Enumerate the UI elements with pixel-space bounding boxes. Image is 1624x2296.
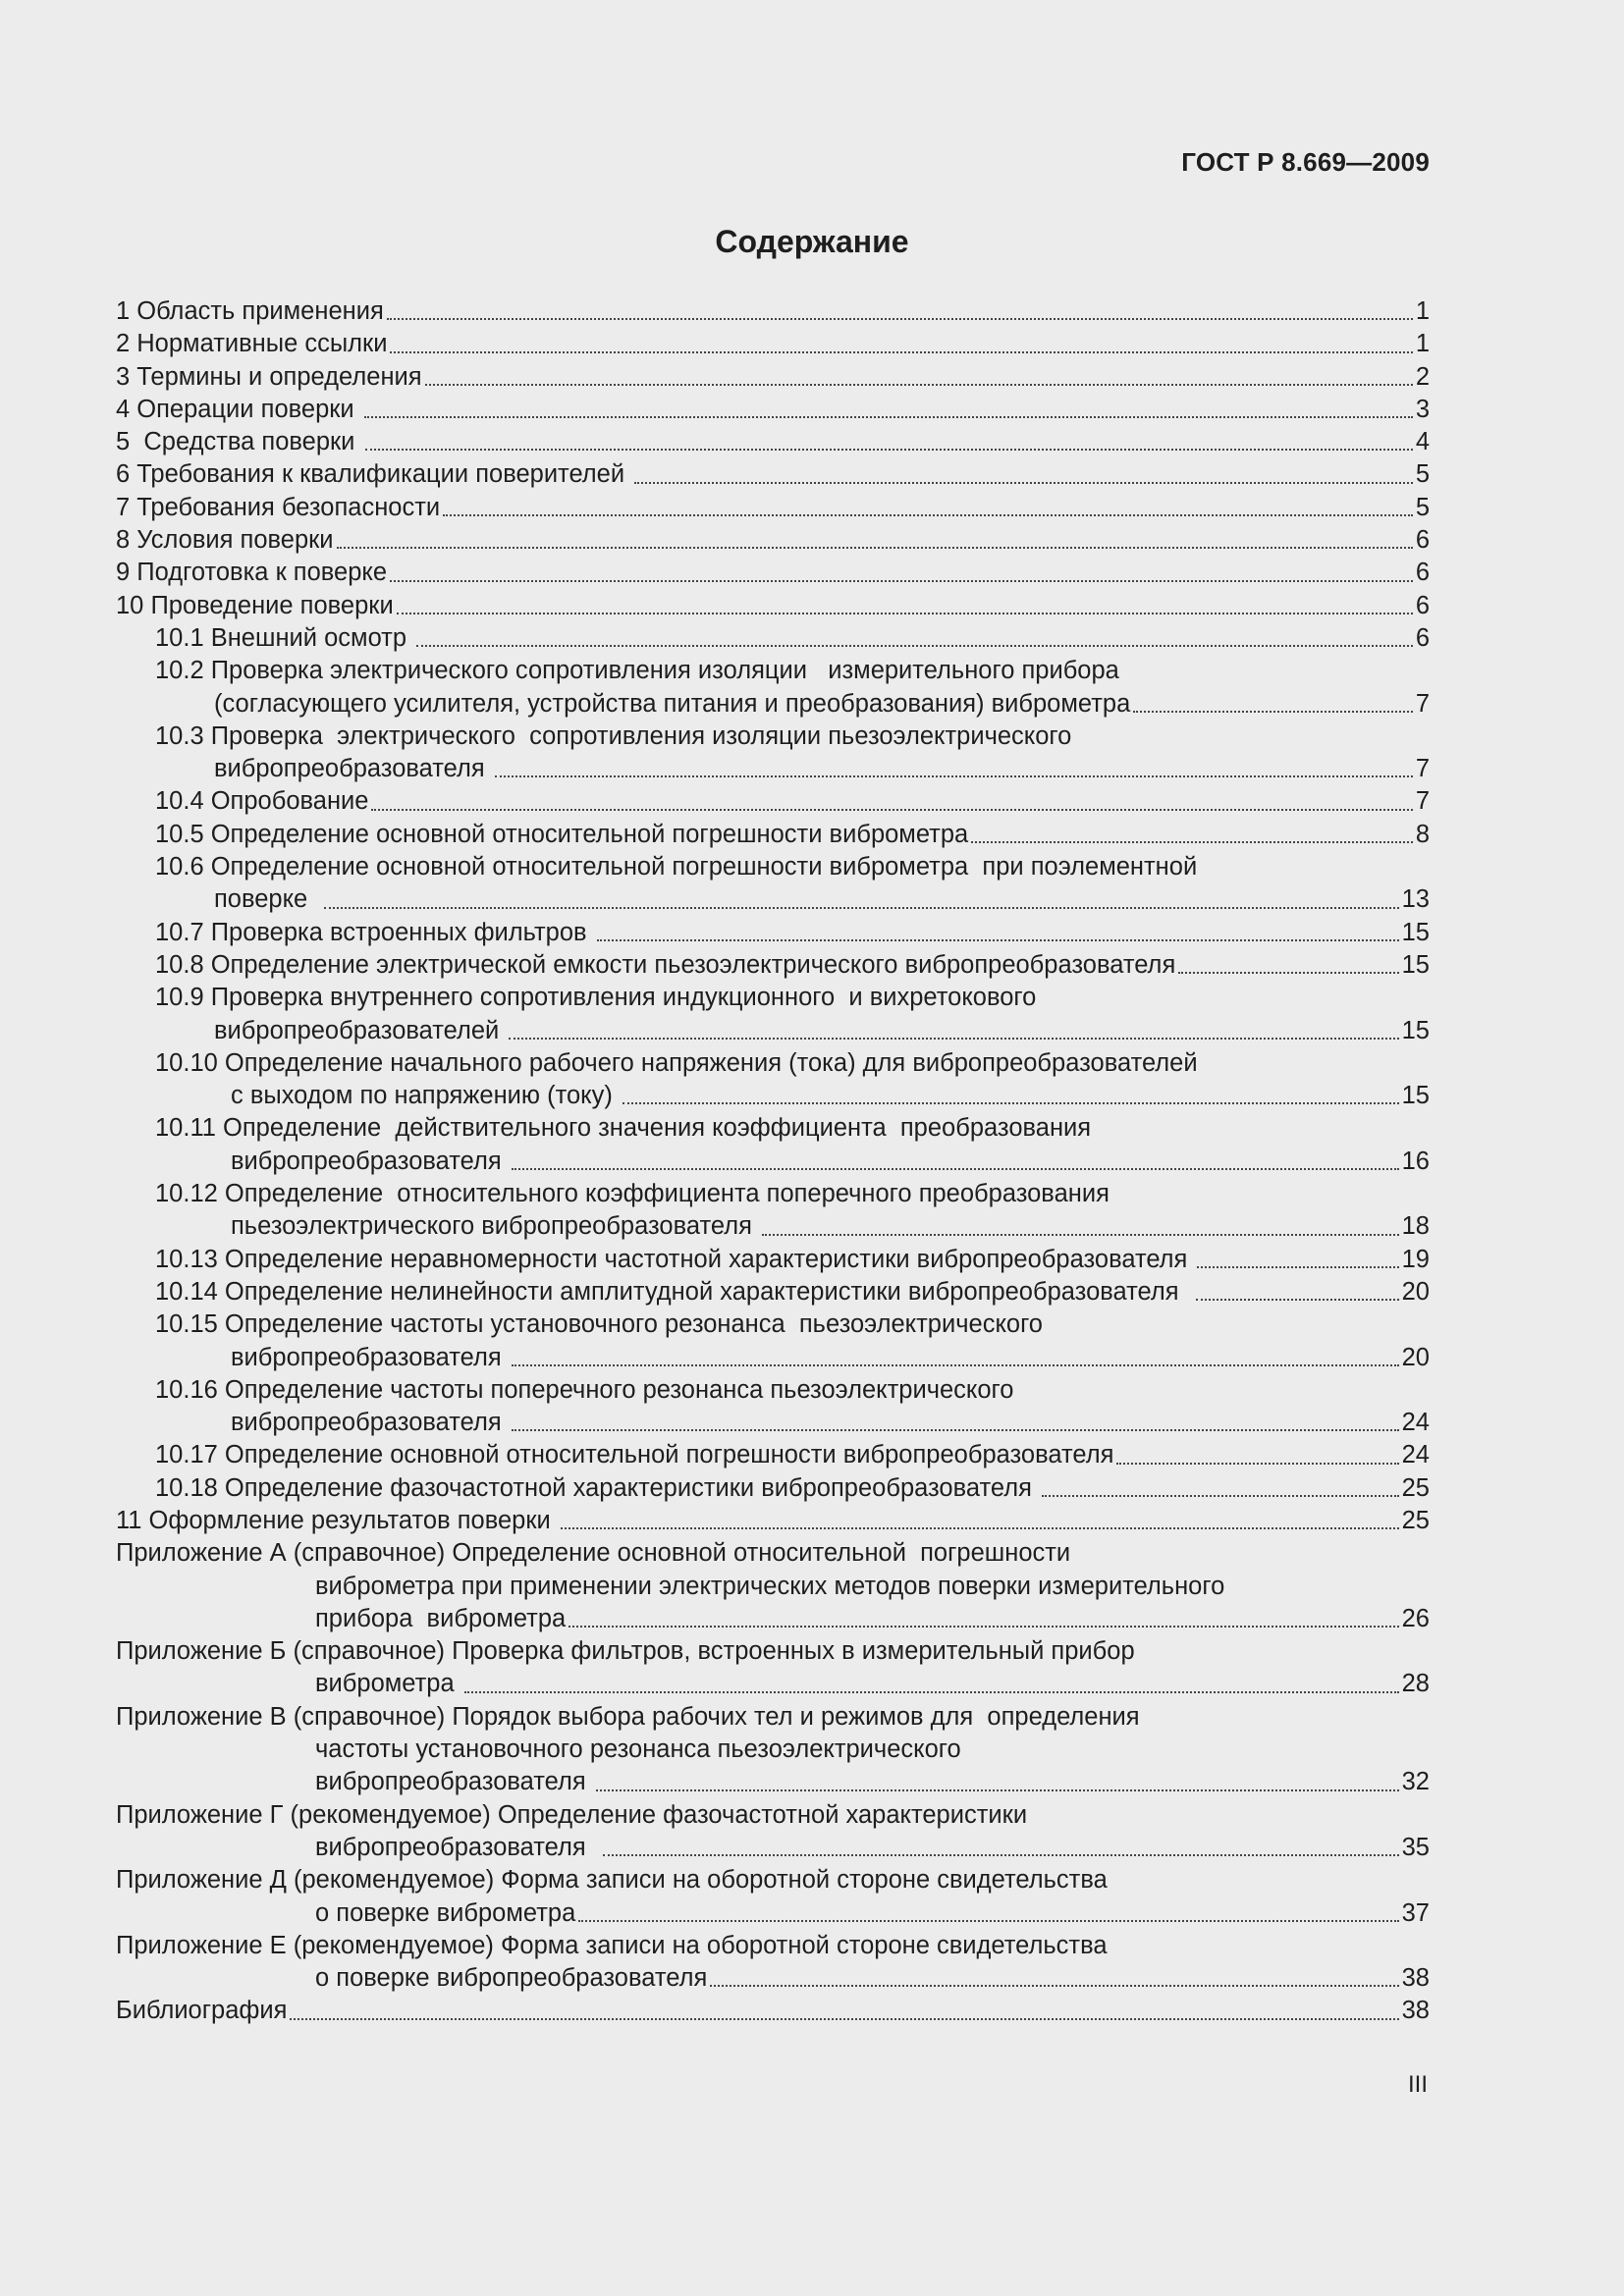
dot-leader: [623, 1102, 1399, 1104]
toc-entry-text: 8 Условия поверки: [116, 526, 334, 555]
toc-entry[interactable]: [116, 1244, 1430, 1276]
toc-entry-text: 10.14 Определение нелинейности амплитудной характеристики вибропреобразователя: [155, 1277, 1193, 1306]
toc-entry[interactable]: [116, 949, 1430, 982]
toc-entry-text: Приложение Д (рекомендуемое) Форма записи на оборотной стороне свидетельства: [116, 1866, 1108, 1895]
toc-page-number: 6: [1415, 526, 1430, 555]
toc-entry-text: 10.2 Проверка электрического сопротивления изоляции измерительного прибора: [155, 657, 1119, 685]
dot-leader: [971, 841, 1413, 843]
toc-entry-text: виброметра: [315, 1670, 461, 1698]
dot-leader: [390, 580, 1413, 582]
toc-page-number: 35: [1401, 1833, 1430, 1861]
dot-leader: [1133, 711, 1413, 713]
toc-entry[interactable]: [116, 394, 1430, 426]
dot-leader: [397, 613, 1413, 614]
dot-leader: [710, 1985, 1398, 1987]
toc-entry-text: с выходом по напряжению (току): [231, 1082, 620, 1110]
dot-leader: [1042, 1495, 1399, 1497]
toc-page-number: 24: [1401, 1441, 1430, 1469]
toc-entry[interactable]: [116, 1472, 1430, 1505]
dot-leader: [762, 1234, 1399, 1236]
toc-entry-text: Приложение В (справочное) Порядок выбора рабочих тел и режимов для определения: [116, 1702, 1140, 1731]
toc-page-number: 28: [1401, 1670, 1430, 1698]
toc-entry-text: 10.16 Определение частоты поперечного резонанса пьезоэлектрического: [155, 1375, 1014, 1404]
toc-entry-text: 10.15 Определение частоты установочного резонанса пьезоэлектрического: [155, 1310, 1043, 1339]
toc-entry-text: 10.17 Определение основной относительной погрешности вибропреобразователя: [155, 1441, 1114, 1469]
toc-entry[interactable]: [116, 1308, 1430, 1374]
toc-page-number: 7: [1415, 689, 1430, 718]
toc-entry-text: 10.6 Определение основной относительной погрешности виброметра при поэлементной: [155, 853, 1198, 881]
toc-entry[interactable]: [116, 1701, 1430, 1799]
dot-leader: [425, 384, 1413, 386]
dot-leader: [365, 449, 1413, 451]
toc-entry[interactable]: [116, 458, 1430, 491]
dot-leader: [578, 1920, 1398, 1922]
toc-page-number: 5: [1415, 460, 1430, 489]
dot-leader: [561, 1527, 1399, 1529]
toc-entry-text: вибропреобразователей: [214, 1016, 507, 1044]
toc-page-number: 19: [1401, 1245, 1430, 1273]
toc-page-number: 16: [1401, 1147, 1430, 1175]
toc-entry-text: 10.18 Определение фазочастотной характеристики вибропреобразователя: [155, 1473, 1039, 1502]
toc-entry[interactable]: [116, 1799, 1430, 1865]
dot-leader: [371, 809, 1412, 811]
toc-page-number: 15: [1401, 950, 1430, 979]
toc-entry-text: 10.3 Проверка электрического сопротивления изоляции пьезоэлектрического: [155, 721, 1072, 750]
toc-page-number: 6: [1415, 623, 1430, 652]
toc-page-number: 1: [1415, 330, 1430, 358]
toc-entry-text: пьезоэлектрического вибропреобразователя: [231, 1212, 759, 1241]
toc-entry[interactable]: [116, 1112, 1430, 1178]
toc-page-number: 37: [1401, 1898, 1430, 1927]
page-number: III: [1407, 2071, 1428, 2098]
toc-entry-text: Приложение А (справочное) Определение основной относительной погрешности: [116, 1539, 1071, 1568]
toc-entry-text: Приложение Е (рекомендуемое) Форма записи на оборотной стороне свидетельства: [116, 1931, 1108, 1959]
toc-entry[interactable]: [116, 819, 1430, 851]
toc-entry[interactable]: [116, 1374, 1430, 1440]
toc-entry-text: 10.4 Опробование: [155, 787, 369, 816]
toc-entry-text: 11 Оформление результатов поверки: [116, 1506, 558, 1534]
dot-leader: [596, 1789, 1399, 1791]
toc-entry-text: 1 Область применения: [116, 297, 384, 325]
toc-entry-text: вибропреобразователя: [315, 1833, 600, 1861]
dot-leader: [324, 907, 1398, 909]
toc-entry-text: 3 Термины и определения: [116, 362, 422, 391]
dot-leader: [364, 416, 1413, 418]
toc-entry[interactable]: [116, 851, 1430, 917]
toc-entry-text: 5 Средства поверки: [116, 428, 362, 456]
toc-entry-text: 10.9 Проверка внутреннего сопротивления индукционного и вихретокового: [155, 984, 1037, 1012]
toc-page-number: 18: [1401, 1212, 1430, 1241]
toc-page-number: 38: [1401, 1997, 1430, 2025]
dot-leader: [443, 514, 1413, 516]
toc-entry-text: 10.8 Определение электрической емкости пьезоэлектрического вибропреобразователя: [155, 950, 1176, 979]
toc-entry-text: 10.11 Определение действительного значения коэффициента преобразования: [155, 1114, 1092, 1143]
dot-leader: [568, 1626, 1398, 1628]
toc-entry[interactable]: [116, 295, 1430, 328]
toc-entry[interactable]: [116, 1276, 1430, 1308]
page-title: Содержание: [715, 224, 909, 259]
toc-entry[interactable]: [116, 1178, 1430, 1244]
toc-entry[interactable]: [116, 524, 1430, 557]
toc-page-number: 20: [1401, 1343, 1430, 1371]
toc-page-number: 1: [1415, 297, 1430, 325]
toc-entry[interactable]: [116, 590, 1430, 622]
toc-entry[interactable]: [116, 1930, 1430, 1996]
toc-entry-text: Приложение Г (рекомендуемое) Определение фазочастотной характеристики: [116, 1800, 1028, 1829]
toc-page-number: 8: [1415, 820, 1430, 848]
dot-leader: [512, 1364, 1399, 1366]
dot-leader: [290, 2018, 1398, 2020]
toc-entry[interactable]: [116, 1439, 1430, 1471]
toc-entry-text: поверке: [214, 885, 322, 914]
toc-entry-text: прибора виброметра: [315, 1604, 567, 1632]
toc-page-number: 6: [1415, 591, 1430, 619]
toc-entry-text: вибропреобразователя: [231, 1409, 509, 1437]
toc-entry-text: вибропреобразователя: [214, 755, 492, 783]
toc-page-number: 20: [1401, 1277, 1430, 1306]
toc-entry[interactable]: [116, 1995, 1430, 2027]
toc-page-number: 7: [1415, 755, 1430, 783]
toc-entry-text: виброметра при применении электрических методов поверки измерительного: [315, 1572, 1225, 1600]
toc-page-number: 32: [1401, 1768, 1430, 1796]
toc-entry[interactable]: [116, 917, 1430, 949]
toc-page-number: 24: [1401, 1409, 1430, 1437]
toc-entry[interactable]: [116, 1635, 1430, 1701]
dot-leader: [1196, 1299, 1399, 1301]
toc-entry[interactable]: [116, 1047, 1430, 1113]
toc-entry-text: 10.7 Проверка встроенных фильтров: [155, 918, 594, 946]
toc-entry-text: 10 Проведение поверки: [116, 591, 394, 619]
toc-page-number: 5: [1415, 493, 1430, 521]
toc-entry[interactable]: [116, 785, 1430, 818]
toc-entry[interactable]: [116, 1505, 1430, 1537]
dot-leader: [1116, 1463, 1398, 1465]
dot-leader: [597, 939, 1399, 941]
toc-entry[interactable]: [116, 492, 1430, 524]
toc-entry-text: 10.5 Определение основной относительной погрешности виброметра: [155, 820, 969, 848]
document-code: ГОСТ Р 8.669—2009: [1181, 147, 1430, 177]
toc-entry-text: вибропреобразователя: [231, 1343, 509, 1371]
toc-page-number: 38: [1401, 1964, 1430, 1993]
dot-leader: [416, 645, 1413, 647]
toc-entry[interactable]: [116, 1864, 1430, 1930]
toc-entry-text: вибропреобразователя: [231, 1147, 509, 1175]
toc-entry[interactable]: [116, 328, 1430, 360]
toc-entry[interactable]: [116, 557, 1430, 589]
toc-entry[interactable]: [116, 1537, 1430, 1635]
toc-page-number: 15: [1401, 918, 1430, 946]
toc-entry[interactable]: [116, 426, 1430, 458]
dot-leader: [1197, 1266, 1398, 1268]
dot-leader: [512, 1429, 1399, 1431]
toc-entry-text: 2 Нормативные ссылки: [116, 330, 388, 358]
toc-entry-text: 6 Требования к квалификации поверителей: [116, 460, 632, 489]
toc-page-number: 6: [1415, 559, 1430, 587]
toc-page-number: 26: [1401, 1604, 1430, 1632]
toc-entry-text: Библиография: [116, 1997, 288, 2025]
toc-entry-text: 4 Операции поверки: [116, 395, 361, 423]
toc-entry-text: о поверке вибропреобразователя: [315, 1964, 708, 1993]
toc-page-number: 15: [1401, 1016, 1430, 1044]
toc-entry[interactable]: [116, 982, 1430, 1047]
dot-leader: [337, 547, 1413, 549]
toc-entry-text: 10.1 Внешний осмотр: [155, 623, 414, 652]
dot-leader: [603, 1854, 1399, 1856]
dot-leader: [387, 318, 1413, 320]
toc-page-number: 25: [1401, 1473, 1430, 1502]
toc-entry-text: 10.13 Определение неравномерности частотной характеристики вибропреобразователя: [155, 1245, 1195, 1273]
dot-leader: [464, 1691, 1399, 1693]
toc-page-number: 3: [1415, 395, 1430, 423]
toc-page-number: 4: [1415, 428, 1430, 456]
dot-leader: [509, 1038, 1398, 1040]
toc-page-number: 2: [1415, 362, 1430, 391]
dot-leader: [512, 1168, 1399, 1170]
toc-entry-text: о поверке виброметра: [315, 1898, 576, 1927]
toc-entry-text: 10.10 Определение начального рабочего напряжения (тока) для вибропреобразователей: [155, 1048, 1198, 1077]
dot-leader: [495, 775, 1413, 777]
toc-page-number: 15: [1401, 1082, 1430, 1110]
toc-entry-text: 9 Подготовка к поверке: [116, 559, 388, 587]
toc-entry-text: Приложение Б (справочное) Проверка фильтров, встроенных в измерительный прибор: [116, 1637, 1135, 1666]
toc-entry-text: частоты установочного резонанса пьезоэлектрического: [315, 1735, 961, 1764]
toc-entry[interactable]: [116, 655, 1430, 721]
dot-leader: [1178, 972, 1398, 974]
toc-entry[interactable]: [116, 721, 1430, 786]
toc-entry-text: 7 Требования безопасности: [116, 493, 441, 521]
toc-entry-text: 10.12 Определение относительного коэффициента поперечного преобразования: [155, 1180, 1110, 1208]
toc-page-number: 7: [1415, 787, 1430, 816]
toc-entry[interactable]: [116, 622, 1430, 655]
toc-entry-text: вибропреобразователя: [315, 1768, 593, 1796]
toc-entry[interactable]: [116, 361, 1430, 394]
toc-page-number: 13: [1401, 885, 1430, 914]
toc-entry-text: (согласующего усилителя, устройства питания и преобразования) виброметра: [214, 689, 1131, 718]
dot-leader: [390, 351, 1412, 353]
dot-leader: [634, 482, 1413, 484]
table-of-contents: [116, 295, 1430, 2028]
toc-page-number: 25: [1401, 1506, 1430, 1534]
